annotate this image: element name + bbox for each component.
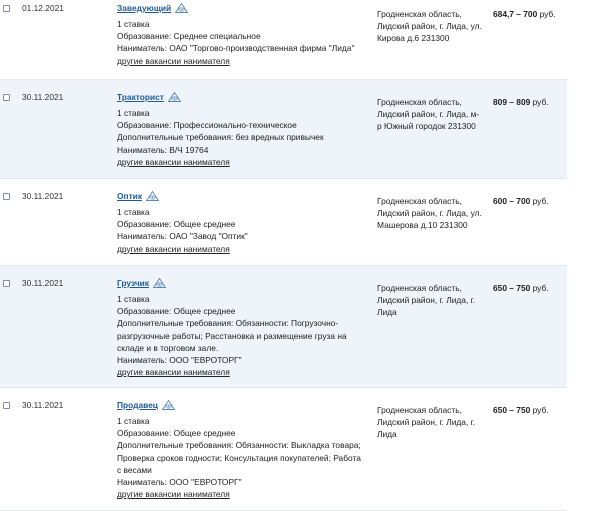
other-employer-vacancies-link[interactable]: другие вакансии нанимателя [117, 489, 230, 500]
vacancy-detail-line: 1 ставка [117, 19, 150, 29]
vacancy-detail-line: Образование: Общее среднее [117, 428, 236, 439]
vacancy-address: Гродненская область, Лидский район, г. Лида, г. Лида [377, 405, 475, 440]
vacancy-detail-line: Образование: Общее среднее [117, 306, 236, 317]
other-employer-vacancies-link[interactable]: другие вакансии нанимателя [117, 243, 230, 254]
vacancy-title-cell [117, 191, 159, 201]
vacancy-select-checkbox[interactable] [3, 193, 10, 200]
vacancy-detail-line: Дополнительные требования: Обязанности: Выкладка товара; Проверка сроков годности; Консультация покупателей; Работа с весами [117, 440, 361, 475]
vacancy-address: Гродненская область, Лидский район, г. Лида, ул. Машерова д.10 231300 [377, 196, 482, 231]
vacancy-address: Гродненская область, Лидский район, г. Лида, м-р Южный городок 231300 [377, 97, 480, 132]
vacancy-select-checkbox[interactable] [3, 94, 10, 101]
vacancy-detail-line: Образование: Профессионально-техническое [117, 120, 297, 131]
other-employer-vacancies-link[interactable]: другие вакансии нанимателя [117, 367, 230, 378]
vacancy-details [117, 107, 362, 168]
vacancy-detail-line: Наниматель: ОАО "Завод "Оптик" [117, 231, 248, 242]
vacancy-title-link[interactable]: Заведующий [117, 3, 172, 13]
salary-currency: руб. [532, 283, 549, 293]
salary-currency: руб. [539, 9, 556, 19]
salary-currency: руб. [532, 97, 549, 107]
vacancy-details [117, 206, 362, 255]
vacancy-select-checkbox[interactable] [3, 5, 10, 12]
other-employer-vacancies-link[interactable]: другие вакансии нанимателя [117, 55, 230, 66]
view-pyramid-eye-icon[interactable] [162, 400, 175, 410]
salary-range: 650 – 750 [493, 283, 531, 293]
vacancy-row [0, 179, 567, 266]
vacancy-salary [493, 97, 549, 107]
vacancy-date: 01.12.2021 [22, 3, 64, 13]
salary-currency: руб. [532, 196, 549, 206]
vacancy-address: Гродненская область, Лидский район, г. Лида, ул. Кирова д.6 231300 [377, 9, 482, 44]
vacancy-details [117, 415, 362, 500]
vacancy-date: 30.11.2021 [22, 92, 64, 102]
vacancy-row [0, 388, 567, 511]
view-pyramid-eye-icon[interactable] [146, 191, 159, 201]
vacancy-detail-line: Наниматель: ООО "ЕВРОТОРГ" [117, 355, 242, 366]
view-pyramid-eye-icon[interactable] [175, 3, 188, 13]
vacancy-details [117, 293, 362, 378]
vacancy-date: 30.11.2021 [22, 278, 64, 288]
salary-currency: руб. [532, 405, 549, 415]
vacancy-salary [493, 405, 549, 415]
vacancy-detail-line: 1 ставка [117, 294, 150, 304]
vacancy-date: 30.11.2021 [22, 400, 64, 410]
salary-range: 809 – 809 [493, 97, 531, 107]
vacancy-title-cell [117, 278, 166, 288]
vacancy-detail-line: 1 ставка [117, 108, 150, 118]
vacancy-title-link[interactable]: Грузчик [117, 278, 150, 288]
vacancy-title-cell [117, 92, 181, 102]
vacancy-detail-line: 1 ставка [117, 207, 150, 217]
vacancy-detail-line: Наниматель: ООО "ЕВРОТОРГ" [117, 477, 242, 488]
vacancy-detail-line: 1 ставка [117, 416, 150, 426]
salary-range: 684,7 – 700 [493, 9, 538, 19]
vacancy-salary [493, 196, 549, 206]
vacancy-detail-line: Дополнительные требования: без вредных привычек [117, 132, 324, 143]
vacancy-date: 30.11.2021 [22, 191, 64, 201]
vacancy-salary [493, 9, 556, 19]
vacancy-detail-line: Наниматель: В/Ч 19764 [117, 144, 209, 155]
salary-range: 650 – 750 [493, 405, 531, 415]
vacancy-detail-line: Образование: Общее среднее [117, 219, 236, 230]
vacancy-title-link[interactable]: Тракторист [117, 92, 164, 102]
vacancy-detail-line: Наниматель: ОАО "Торгово-производственная фирма "Лида" [117, 43, 355, 54]
vacancy-details [117, 18, 362, 67]
vacancy-salary [493, 283, 549, 293]
vacancy-title-link[interactable]: Продавец [117, 400, 158, 410]
vacancy-row [0, 0, 567, 80]
vacancy-row [0, 80, 567, 179]
vacancy-select-checkbox[interactable] [3, 280, 10, 287]
vacancy-title-cell [117, 3, 188, 13]
other-employer-vacancies-link[interactable]: другие вакансии нанимателя [117, 156, 230, 167]
vacancy-detail-line: Дополнительные требования: Обязанности: Погрузочно-разгрузочные работы; Расстановка и размещение груза на складе и в торговом зале. [117, 318, 347, 353]
vacancy-title-cell [117, 400, 175, 410]
view-pyramid-eye-icon[interactable] [153, 278, 166, 288]
vacancy-title-link[interactable]: Оптик [117, 191, 143, 201]
vacancy-row [0, 266, 567, 388]
vacancy-detail-line: Образование: Среднее специальное [117, 31, 261, 42]
vacancy-address: Гродненская область, Лидский район, г. Лида, г. Лида [377, 283, 475, 318]
view-pyramid-eye-icon[interactable] [168, 92, 181, 102]
salary-range: 600 – 700 [493, 196, 531, 206]
vacancy-select-checkbox[interactable] [3, 402, 10, 409]
